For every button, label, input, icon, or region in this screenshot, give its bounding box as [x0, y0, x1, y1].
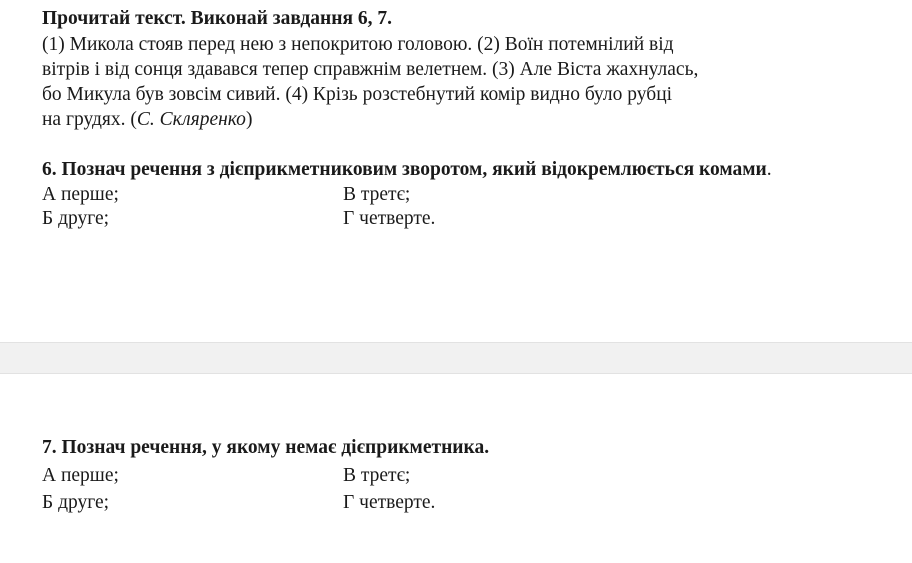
task7-option-g: Г четверте. — [343, 492, 436, 513]
task6-question — [42, 158, 772, 182]
task6-option-v: В третє; — [343, 184, 411, 205]
task7-option-a: А перше; — [42, 465, 119, 486]
passage-line-4-end: ) — [245, 109, 253, 130]
task6-period: . — [766, 159, 772, 180]
task7-option-v: В третє; — [343, 465, 411, 486]
passage-line-4-text: на грудях. ( — [42, 109, 137, 130]
passage-line-4 — [42, 108, 252, 132]
task6-option-a: А перше; — [42, 184, 119, 205]
task6-question-text: . Познач речення з дієприкметниковим зворотом, який відокремлюється комами — [51, 159, 767, 180]
passage-line-3: бо Микула був зовсім сивий. (4) Крізь розстебнутий комір видно було рубці — [42, 84, 673, 105]
passage-author: С. Скляренко — [136, 109, 246, 130]
task7-option-b: Б друге; — [42, 492, 110, 513]
document-page-bottom — [0, 374, 912, 563]
task6-number: 6 — [42, 159, 52, 180]
task6-option-g: Г четверте. — [343, 208, 436, 229]
passage-heading: Прочитай текст. Виконай завдання 6, 7. — [42, 8, 393, 29]
page-separator — [0, 342, 912, 374]
task7-question: 7. Познач речення, у якому немає дієприкметника. — [42, 437, 490, 458]
passage-line-2: вітрів і від сонця здавався тепер справжнім велетнем. (3) Але Віста жахнулась, — [42, 59, 699, 80]
passage-line-1: (1) Микола стояв перед нею з непокритою головою. (2) Воїн потемнілий від — [42, 34, 674, 55]
task6-option-b: Б друге; — [42, 208, 110, 229]
